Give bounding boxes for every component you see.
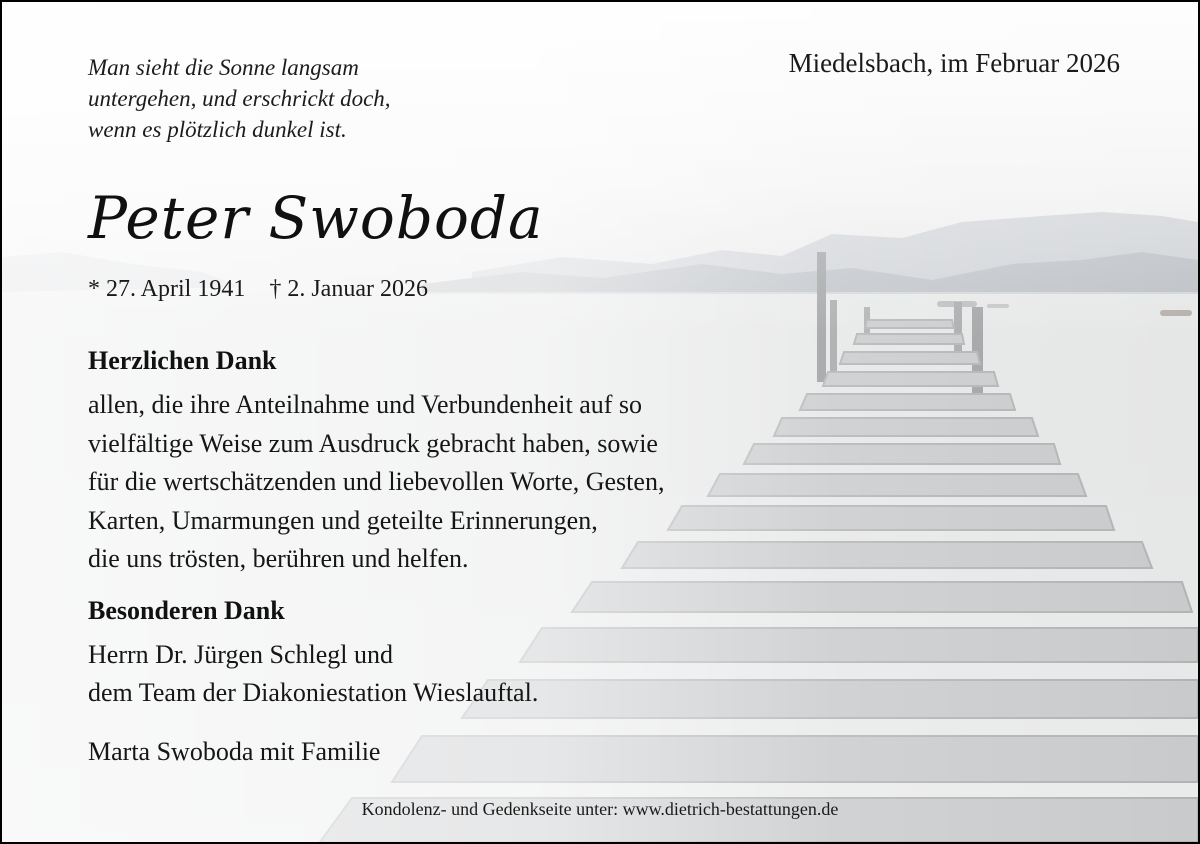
- special-thanks-heading: Besonderen Dank: [88, 596, 285, 625]
- thanks-line: allen, die ihre Anteilnahme und Verbundenheit auf so: [88, 390, 643, 419]
- quote: [88, 52, 391, 145]
- thanks-line: Karten, Umarmungen und geteilte Erinnerungen,: [88, 505, 598, 535]
- thanks-line: die uns trösten, berühren und helfen.: [88, 544, 469, 573]
- thanks-text: [88, 386, 664, 579]
- condolence-footer: Kondolenz- und Gedenkseite unter: www.dietrich-bestattungen.de: [361, 799, 839, 819]
- quote-line: Man sieht die Sonne langsam: [88, 55, 359, 80]
- deceased-name: Peter Swoboda: [88, 184, 544, 252]
- quote-line: wenn es plötzlich dunkel ist.: [88, 117, 347, 142]
- special-thanks-text: [88, 636, 538, 712]
- quote-line: untergehen, und erschrickt doch,: [88, 86, 391, 111]
- thanks-line: vielfältige Weise zum Ausdruck gebracht haben, sowie: [88, 428, 658, 458]
- signature: Marta Swoboda mit Familie: [88, 737, 381, 766]
- birth-date: * 27. April 1941: [88, 276, 246, 302]
- thanks-line: für die wertschätzenden und liebevollen Worte, Gesten,: [88, 467, 665, 496]
- special-thanks-line: dem Team der Diakoniestation Wieslauftal.: [88, 678, 539, 707]
- death-date: † 2. Januar 2026: [269, 276, 428, 302]
- place-date: Miedelsbach, im Februar 2026: [788, 48, 1120, 78]
- special-thanks-line: Herrn Dr. Jürgen Schlegl und: [88, 640, 393, 669]
- life-dates: [88, 276, 428, 303]
- thanks-heading: Herzlichen Dank: [88, 346, 277, 375]
